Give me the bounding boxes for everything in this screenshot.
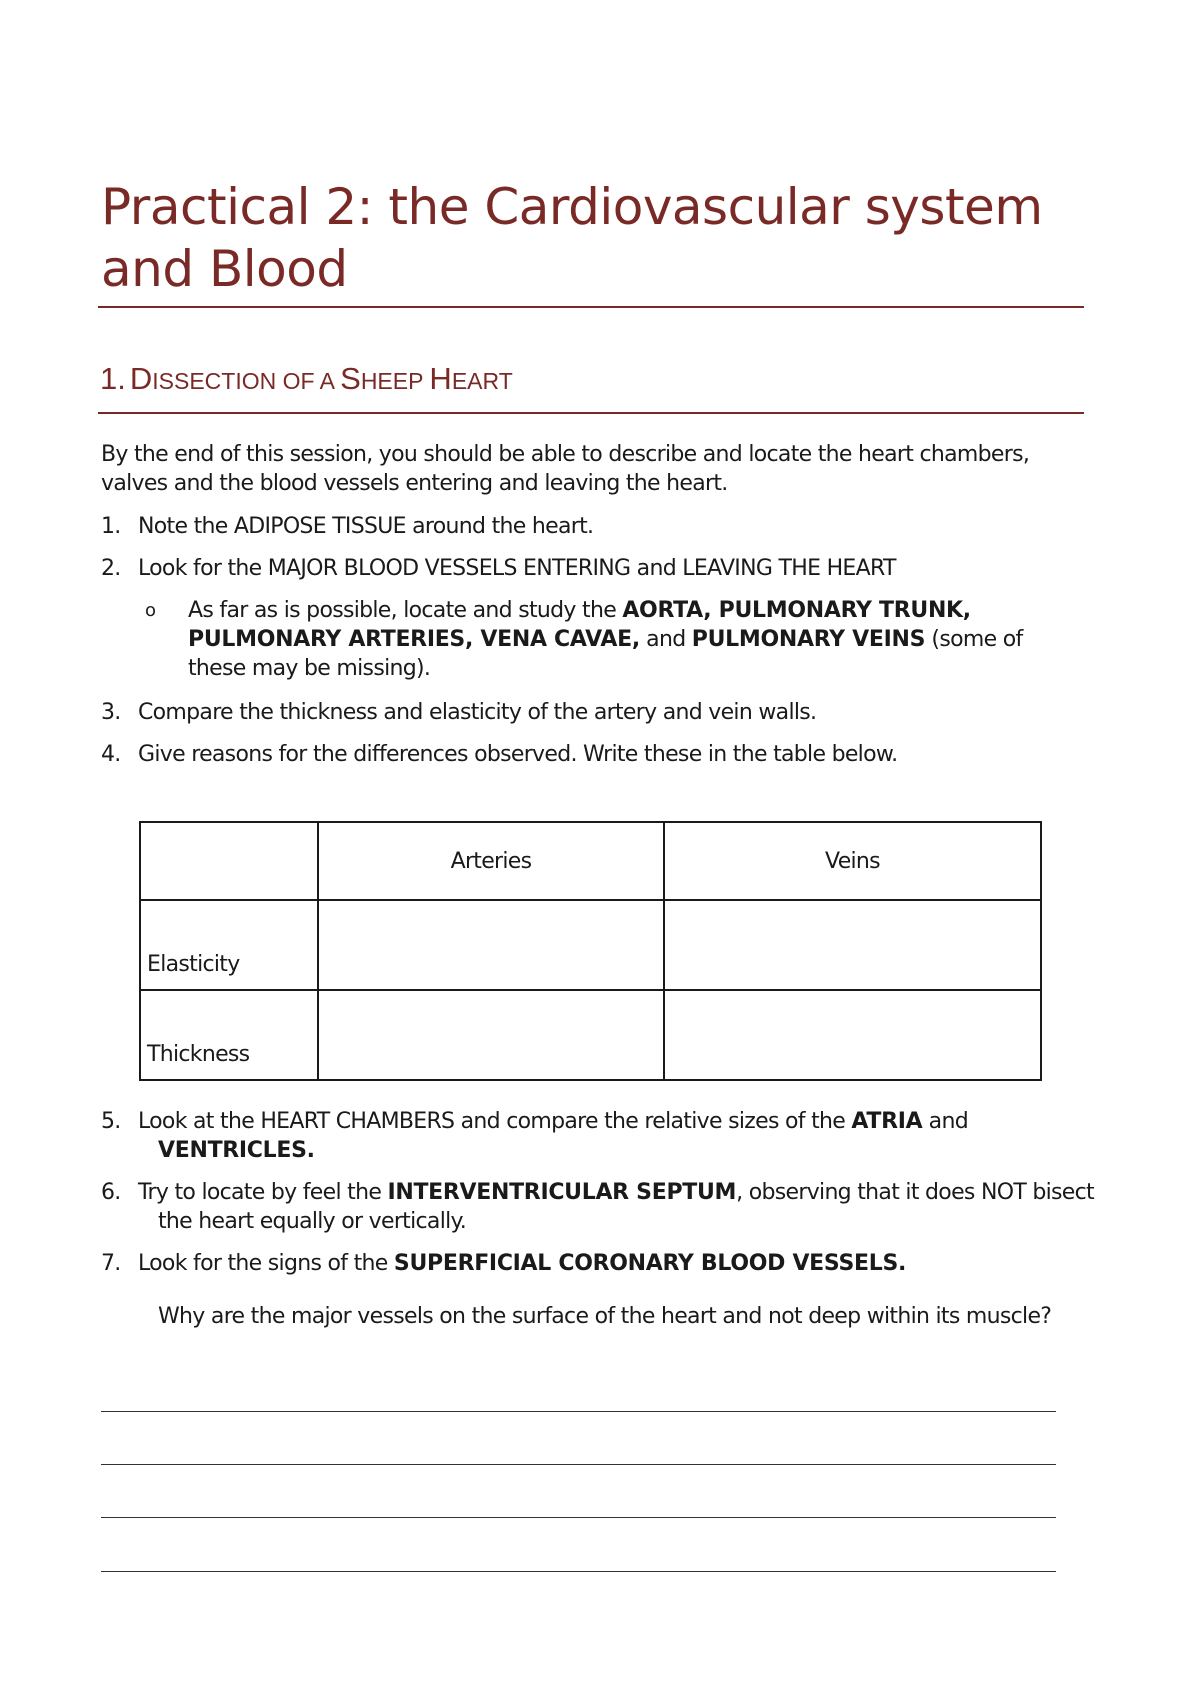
answer-line[interactable] <box>101 1411 1056 1412</box>
section-heading-part: ISSECTION OF A <box>152 368 341 394</box>
item-number: 6. <box>101 1180 121 1205</box>
list-item <box>101 698 1081 727</box>
text-run: As far as is possible, locate and study the <box>188 598 623 623</box>
table-header-cell <box>140 822 318 900</box>
text-run: (some of these may be missing). <box>188 627 1023 681</box>
item-text: Give reasons for the differences observed. Write these in the table below. <box>138 742 898 767</box>
title-divider <box>98 306 1084 308</box>
question-text: Why are the major vessels on the surface of the heart and not deep within its muscle? <box>158 1304 1052 1329</box>
answer-cell[interactable] <box>664 900 1041 990</box>
item-text: Compare the thickness and elasticity of the artery and vein walls. <box>138 700 817 725</box>
key-term: SUPERFICIAL CORONARY BLOOD VESSELS. <box>393 1251 907 1276</box>
list-item <box>101 1107 1121 1165</box>
section-heading-part: EART <box>451 368 513 394</box>
key-term: ATRIA <box>851 1109 923 1134</box>
table-row <box>140 990 1041 1080</box>
text-run: Look for the signs of the <box>138 1251 394 1276</box>
vessel-names: AORTA, PULMONARY TRUNK, PULMONARY ARTERIES, VENA CAVAE, <box>188 598 971 652</box>
key-term: INTERVENTRICULAR SEPTUM <box>387 1180 737 1205</box>
answer-line[interactable] <box>101 1464 1056 1465</box>
item-number: 2. <box>101 556 121 581</box>
section-heading-part: HEEP <box>360 368 430 394</box>
section-number: 1. <box>100 361 126 396</box>
answer-line[interactable] <box>101 1571 1056 1572</box>
text-run: Try to locate by feel the <box>138 1180 388 1205</box>
text-run: and <box>922 1109 968 1134</box>
vessel-comparison-table <box>139 821 1042 1081</box>
item-number: 7. <box>101 1251 121 1276</box>
section-divider <box>98 412 1084 414</box>
text-run: Look at the HEART CHAMBERS and compare the relative sizes of the <box>138 1109 852 1134</box>
answer-line[interactable] <box>101 1517 1056 1518</box>
table-header-row <box>140 822 1041 900</box>
item-text: Look for the MAJOR BLOOD VESSELS ENTERING and LEAVING THE HEART <box>138 556 896 581</box>
vessel-names: PULMONARY VEINS <box>691 627 926 652</box>
intro-paragraph: By the end of this session, you should be able to describe and locate the heart chambers, valves and the blood vessels entering and leaving the heart. <box>101 442 1030 496</box>
text-run: , observing that it does NOT bisect the heart equally or vertically. <box>158 1180 1094 1234</box>
list-item <box>101 740 1081 769</box>
text-run: and <box>639 627 692 652</box>
section-heading <box>100 361 513 399</box>
section-heading-part: H <box>429 361 452 396</box>
table-header-cell: Arteries <box>318 822 664 900</box>
item-number: 4. <box>101 742 121 767</box>
item-number: 1. <box>101 514 121 539</box>
list-item <box>101 554 1081 583</box>
section-heading-part: D <box>129 361 153 396</box>
page-title: Practical 2: the Cardiovascular system and Blood <box>101 178 1043 298</box>
answer-cell[interactable] <box>318 990 664 1080</box>
sub-item-text <box>145 596 1025 683</box>
item-number: 3. <box>101 700 121 725</box>
item-number: 5. <box>101 1109 121 1134</box>
row-label: Thickness <box>140 990 318 1080</box>
answer-cell[interactable] <box>664 990 1041 1080</box>
table-row <box>140 900 1041 990</box>
bullet-icon: o <box>145 600 156 621</box>
list-item <box>101 1249 1081 1278</box>
row-label: Elasticity <box>140 900 318 990</box>
key-term: VENTRICLES. <box>158 1138 315 1163</box>
answer-cell[interactable] <box>318 900 664 990</box>
table-header-cell: Veins <box>664 822 1041 900</box>
list-item <box>101 1178 1121 1236</box>
section-heading-part: S <box>340 361 361 396</box>
sub-list-item <box>145 596 1025 683</box>
item-text: Note the ADIPOSE TISSUE around the heart. <box>138 514 594 539</box>
list-item <box>101 512 1081 541</box>
